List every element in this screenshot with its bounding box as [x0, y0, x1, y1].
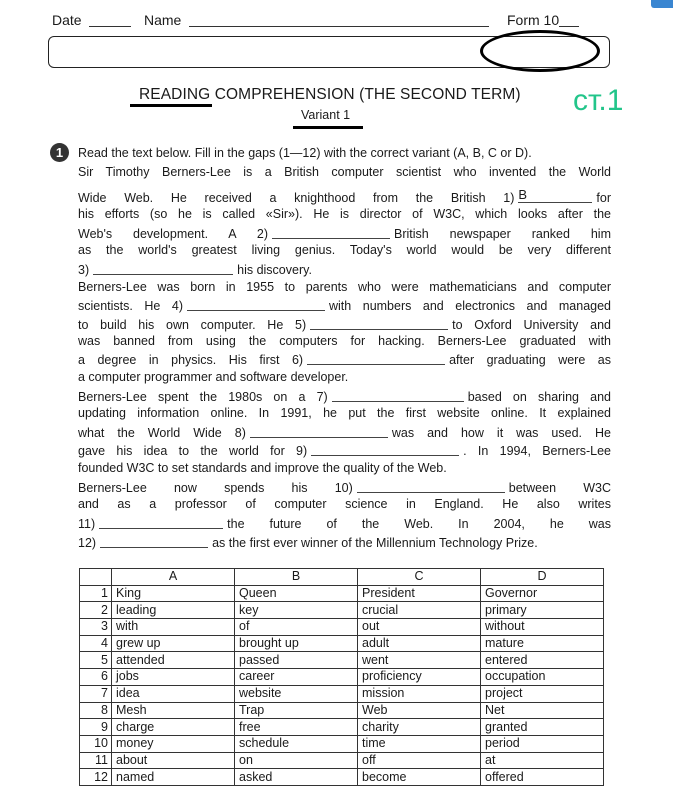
option-cell: brought up — [235, 635, 358, 652]
text-line: as the world's greatest living genius. Today's world would be very different — [78, 243, 611, 257]
text-segment: 11) — [78, 517, 96, 531]
table-row — [80, 619, 604, 636]
text-segment: 12) — [78, 536, 97, 550]
option-cell: Governor — [481, 585, 604, 602]
text-segment: what the World Wide 8) — [78, 426, 246, 440]
text-line — [78, 352, 611, 367]
answer-gap[interactable] — [311, 443, 459, 456]
option-cell: become — [358, 769, 481, 786]
row-number: 6 — [80, 669, 112, 686]
answer-gap[interactable] — [332, 389, 464, 402]
variant-label: Variant 1 — [301, 108, 351, 122]
option-cell: proficiency — [358, 669, 481, 686]
text-segment: was and how it was used. He — [391, 426, 612, 440]
text-segment: based on sharing and — [467, 390, 612, 404]
text-line: Sir Timothy Berners-Lee is a British computer scientist who invented the World — [78, 165, 611, 179]
variant-underline-mark — [293, 126, 363, 129]
date-field — [52, 12, 131, 28]
column-header: D — [481, 569, 604, 586]
text-line — [78, 187, 611, 205]
option-cell: key — [235, 602, 358, 619]
table-row — [80, 719, 604, 736]
option-cell: offered — [481, 769, 604, 786]
row-number: 10 — [80, 735, 112, 752]
text-segment: between W3C — [508, 481, 611, 495]
option-cell: Mesh — [112, 702, 235, 719]
text-segment: his discovery. — [237, 263, 312, 277]
date-blank[interactable] — [89, 26, 131, 27]
text-segment: Wide Web. He received a knighthood from the British 1) — [78, 191, 515, 205]
option-cell: Web — [358, 702, 481, 719]
option-cell: time — [358, 735, 481, 752]
name-label: Name — [144, 12, 182, 28]
handwritten-page-mark: ст.1 — [573, 84, 624, 117]
option-cell: attended — [112, 652, 235, 669]
text-line: updating information online. In 1991, he put the first website online. It explained — [78, 406, 611, 420]
table-row — [80, 702, 604, 719]
answer-gap[interactable] — [272, 226, 390, 239]
row-number: 5 — [80, 652, 112, 669]
table-row — [80, 669, 604, 686]
form-circle-mark — [480, 30, 600, 72]
table-header-row — [80, 569, 604, 586]
text-segment: scientists. He 4) — [78, 299, 183, 313]
text-segment: British newspaper ranked him — [394, 227, 611, 241]
option-cell: primary — [481, 602, 604, 619]
date-label: Date — [52, 12, 82, 28]
text-segment: for — [596, 191, 611, 205]
answer-gap[interactable] — [518, 187, 592, 203]
row-number: 9 — [80, 719, 112, 736]
answer-gap[interactable] — [187, 298, 325, 311]
text-segment: to Oxford University and — [452, 318, 611, 332]
text-segment: gave his idea to the world for 9) — [78, 444, 308, 458]
option-cell: at — [481, 752, 604, 769]
text-segment: Berners-Lee now spends his 10) — [78, 481, 353, 495]
row-number: 8 — [80, 702, 112, 719]
text-line — [78, 516, 611, 531]
column-header: C — [358, 569, 481, 586]
row-number: 7 — [80, 685, 112, 702]
table-corner-cell — [80, 569, 112, 586]
title-underline-mark — [130, 104, 212, 107]
text-line: his efforts (so he is called «Sir»). He is director of W3C, which looks after the — [78, 207, 611, 221]
name-field — [144, 12, 489, 28]
answer-gap[interactable] — [100, 535, 208, 548]
answer-gap[interactable] — [307, 352, 445, 365]
form-blank[interactable] — [559, 26, 579, 27]
option-cell: idea — [112, 685, 235, 702]
text-line — [78, 425, 611, 440]
answer-gap[interactable] — [250, 425, 388, 438]
task-number-badge: 1 — [50, 143, 69, 162]
text-segment: . In 1994, Berners-Lee — [463, 444, 612, 458]
option-cell: career — [235, 669, 358, 686]
text-line — [78, 480, 611, 495]
form-field — [507, 12, 579, 28]
text-segment: a degree in physics. His first 6) — [78, 353, 304, 367]
option-cell: Trap — [235, 702, 358, 719]
option-cell: asked — [235, 769, 358, 786]
option-cell: mission — [358, 685, 481, 702]
option-cell: free — [235, 719, 358, 736]
option-cell: schedule — [235, 735, 358, 752]
page-title: READING COMPREHENSION (THE SECOND TERM) — [139, 86, 521, 103]
column-header: B — [235, 569, 358, 586]
option-cell: Net — [481, 702, 604, 719]
option-cell: President — [358, 585, 481, 602]
form-label: Form 10 — [507, 12, 560, 28]
text-segment: the future of the Web. In 2004, he was — [227, 517, 611, 531]
option-cell: granted — [481, 719, 604, 736]
table-row — [80, 769, 604, 786]
text-line: and as a professor of computer science in England. He also writes — [78, 497, 611, 511]
table-row — [80, 685, 604, 702]
table-row — [80, 585, 604, 602]
option-cell: money — [112, 735, 235, 752]
row-number: 12 — [80, 769, 112, 786]
option-cell: King — [112, 585, 235, 602]
text-line: a computer programmer and software developer. — [78, 370, 349, 384]
option-cell: charge — [112, 719, 235, 736]
option-cell: on — [235, 752, 358, 769]
text-line: founded W3C to set standards and improve the quality of the Web. — [78, 461, 447, 475]
option-cell: jobs — [112, 669, 235, 686]
text-segment: 3) — [78, 263, 90, 277]
text-segment: to build his own computer. He 5) — [78, 318, 307, 332]
option-cell: entered — [481, 652, 604, 669]
option-cell: with — [112, 619, 235, 636]
text-line — [78, 317, 611, 332]
table-row — [80, 735, 604, 752]
table-row — [80, 602, 604, 619]
text-segment: with numbers and electronics and managed — [329, 299, 611, 313]
text-segment: as the first ever winner of the Millennium Technology Prize. — [212, 536, 538, 550]
text-segment: Web's development. A 2) — [78, 227, 268, 241]
answer-gap[interactable] — [310, 317, 448, 330]
text-line — [78, 262, 312, 277]
option-cell: adult — [358, 635, 481, 652]
option-cell: of — [235, 619, 358, 636]
option-cell: went — [358, 652, 481, 669]
row-number: 2 — [80, 602, 112, 619]
option-cell: occupation — [481, 669, 604, 686]
text-segment: Berners-Lee spent the 1980s on a 7) — [78, 390, 328, 404]
text-line — [78, 535, 538, 550]
option-cell: charity — [358, 719, 481, 736]
table-row — [80, 635, 604, 652]
table-row — [80, 752, 604, 769]
table-row — [80, 652, 604, 669]
option-cell: mature — [481, 635, 604, 652]
row-number: 11 — [80, 752, 112, 769]
answer-gap[interactable] — [357, 480, 505, 493]
text-line — [78, 389, 611, 404]
option-cell: Queen — [235, 585, 358, 602]
answer-gap[interactable] — [99, 516, 223, 529]
option-cell: out — [358, 619, 481, 636]
option-cell: named — [112, 769, 235, 786]
option-cell: off — [358, 752, 481, 769]
text-line: was banned from using the computers for hacking. Berners-Lee graduated with — [78, 334, 611, 348]
option-cell: leading — [112, 602, 235, 619]
answer-gap[interactable] — [93, 262, 233, 275]
corner-logo — [651, 0, 673, 8]
row-number: 3 — [80, 619, 112, 636]
text-line: Read the text below. Fill in the gaps (1—12) with the correct variant (A, B, C or D). — [78, 146, 532, 160]
column-header: A — [112, 569, 235, 586]
option-cell: grew up — [112, 635, 235, 652]
option-cell: crucial — [358, 602, 481, 619]
option-cell: about — [112, 752, 235, 769]
answer-options-table — [79, 568, 604, 786]
option-cell: website — [235, 685, 358, 702]
option-cell: passed — [235, 652, 358, 669]
row-number: 1 — [80, 585, 112, 602]
filled-answer: B — [518, 187, 528, 202]
option-cell: project — [481, 685, 604, 702]
row-number: 4 — [80, 635, 112, 652]
text-line — [78, 226, 611, 241]
name-blank[interactable] — [189, 26, 489, 27]
text-line — [78, 298, 611, 313]
text-line — [78, 443, 611, 458]
text-segment: after graduating were as — [449, 353, 611, 367]
text-line: Berners-Lee was born in 1955 to parents who were mathematicians and computer — [78, 280, 611, 294]
option-cell: without — [481, 619, 604, 636]
option-cell: period — [481, 735, 604, 752]
